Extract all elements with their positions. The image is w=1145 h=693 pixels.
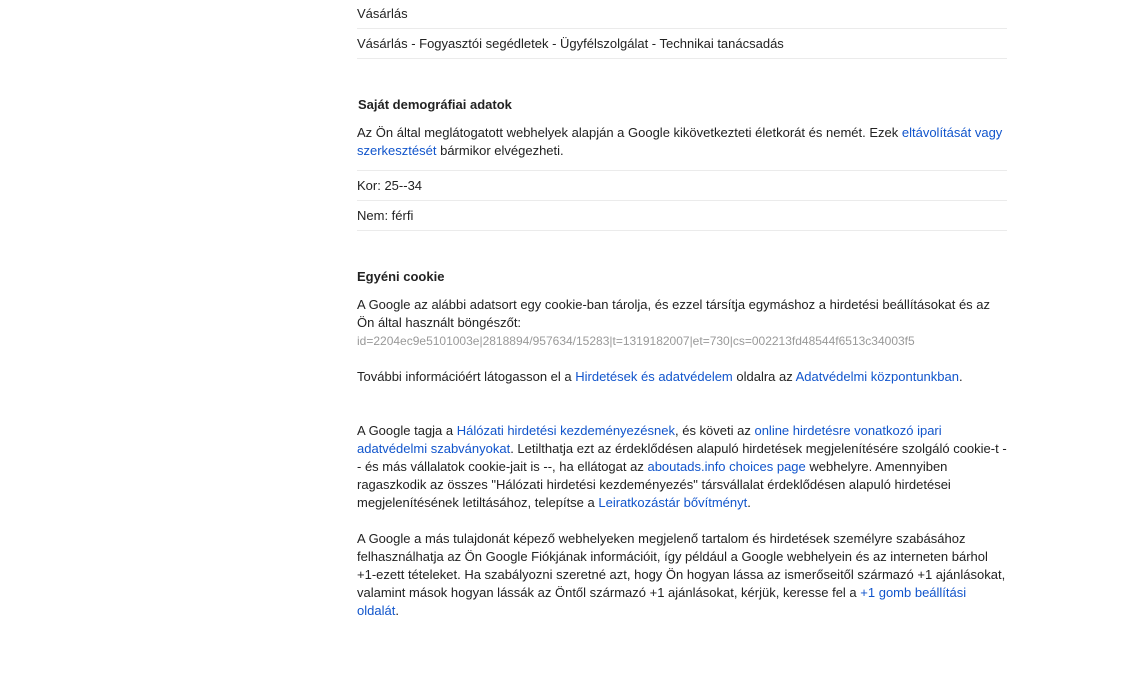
more-info-middle: oldalra az <box>732 369 796 384</box>
ads-privacy-link[interactable]: Hirdetések és adatvédelem <box>575 369 733 384</box>
aboutads-link[interactable]: aboutads.info choices page <box>647 459 806 474</box>
nai-text-3: . Letilthatja ezt az érdeklődésen alapuló hirdetések megjelenítésére szolgáló cookie-t -- és más vállalatok cookie-jait is --, ha ellátogat az <box>357 441 1007 474</box>
nai-text-4: webhelyre. Amennyiben ragaszkodik az összes "Hálózati hirdetési kezdeményezés" társvállalat érdeklődésen alapuló hirdetései megjelenítésének letiltásához, telepítse a <box>357 459 951 510</box>
demographics-description <box>357 124 1007 171</box>
edit-demographics-link[interactable]: eltávolítását vagy szerkesztését <box>357 125 1003 158</box>
plus-one-settings-link[interactable]: +1 gomb beállítási oldalát <box>357 585 967 618</box>
more-info-prefix: További információért látogasson el a <box>357 369 576 384</box>
nai-text-5: . <box>747 495 751 510</box>
age-row: Kor: 25--34 <box>357 171 1007 201</box>
privacy-standards-link[interactable]: online hirdetésre vonatkozó ipari adatvédelmi szabványokat <box>357 423 942 456</box>
interest-row-shopping-support: Vásárlás - Fogyasztói segédletek - Ügyfélszolgálat - Technikai tanácsadás <box>357 29 1007 59</box>
plus-one-text: A Google a más tulajdonát képező webhelyeken megjelenő tartalom és hirdetések személyre szabásához felhasználhatja az Ön Google Fiókjának információit, így például a Google webhelyein és az interneten bárhol +1-ezett tételeket. Ha szabályozni szeretné azt, hogy Ön hogyan lássa az ismerőseitől származó +1 ajánlásokat, valamint mások hogyan lássák az Öntől származó +1 ajánlásokat, kérjük, keresse fel a <box>357 531 1006 600</box>
plus-one-text-end: . <box>395 603 399 618</box>
more-info-suffix: . <box>958 369 963 384</box>
demographics-title: Saját demográfiai adatok <box>358 97 512 112</box>
privacy-center-link[interactable]: Adatvédelmi központunkban <box>795 369 959 384</box>
interest-row-shopping: Vásárlás <box>357 0 1007 29</box>
nai-link[interactable]: Hálózati hirdetési kezdeményezésnek <box>456 423 675 438</box>
demographics-desc-text-end: bármikor elvégezheti. <box>436 143 564 158</box>
settings-content <box>357 0 1007 620</box>
opt-out-plugin-link[interactable]: Leiratkozástár bővítményt <box>598 495 748 510</box>
cookie-description: A Google az alábbi adatsort egy cookie-ban tárolja, és ezzel társítja egymáshoz a hirdetési beállításokat és az Ön által használt böngészőt: <box>357 297 991 330</box>
plus-one-paragraph <box>357 530 1007 620</box>
cookie-title: Egyéni cookie <box>357 269 445 284</box>
nai-text-2: , és követi az <box>674 423 755 438</box>
demographics-desc-text: Az Ön által meglátogatott webhelyek alapján a Google kikövetkezteti életkorát és nemét. Ezek <box>357 125 902 140</box>
more-info-text <box>357 368 1007 386</box>
nai-paragraph <box>357 422 1007 512</box>
gender-row: Nem: férfi <box>357 201 1007 231</box>
cookie-id-value: id=2204ec9e5101003e|2818894/957634/15283|t=1319182007|et=730|cs=002213fd48544f6513c34003f5 <box>357 334 915 348</box>
nai-text-1: A Google tagja a <box>357 423 457 438</box>
